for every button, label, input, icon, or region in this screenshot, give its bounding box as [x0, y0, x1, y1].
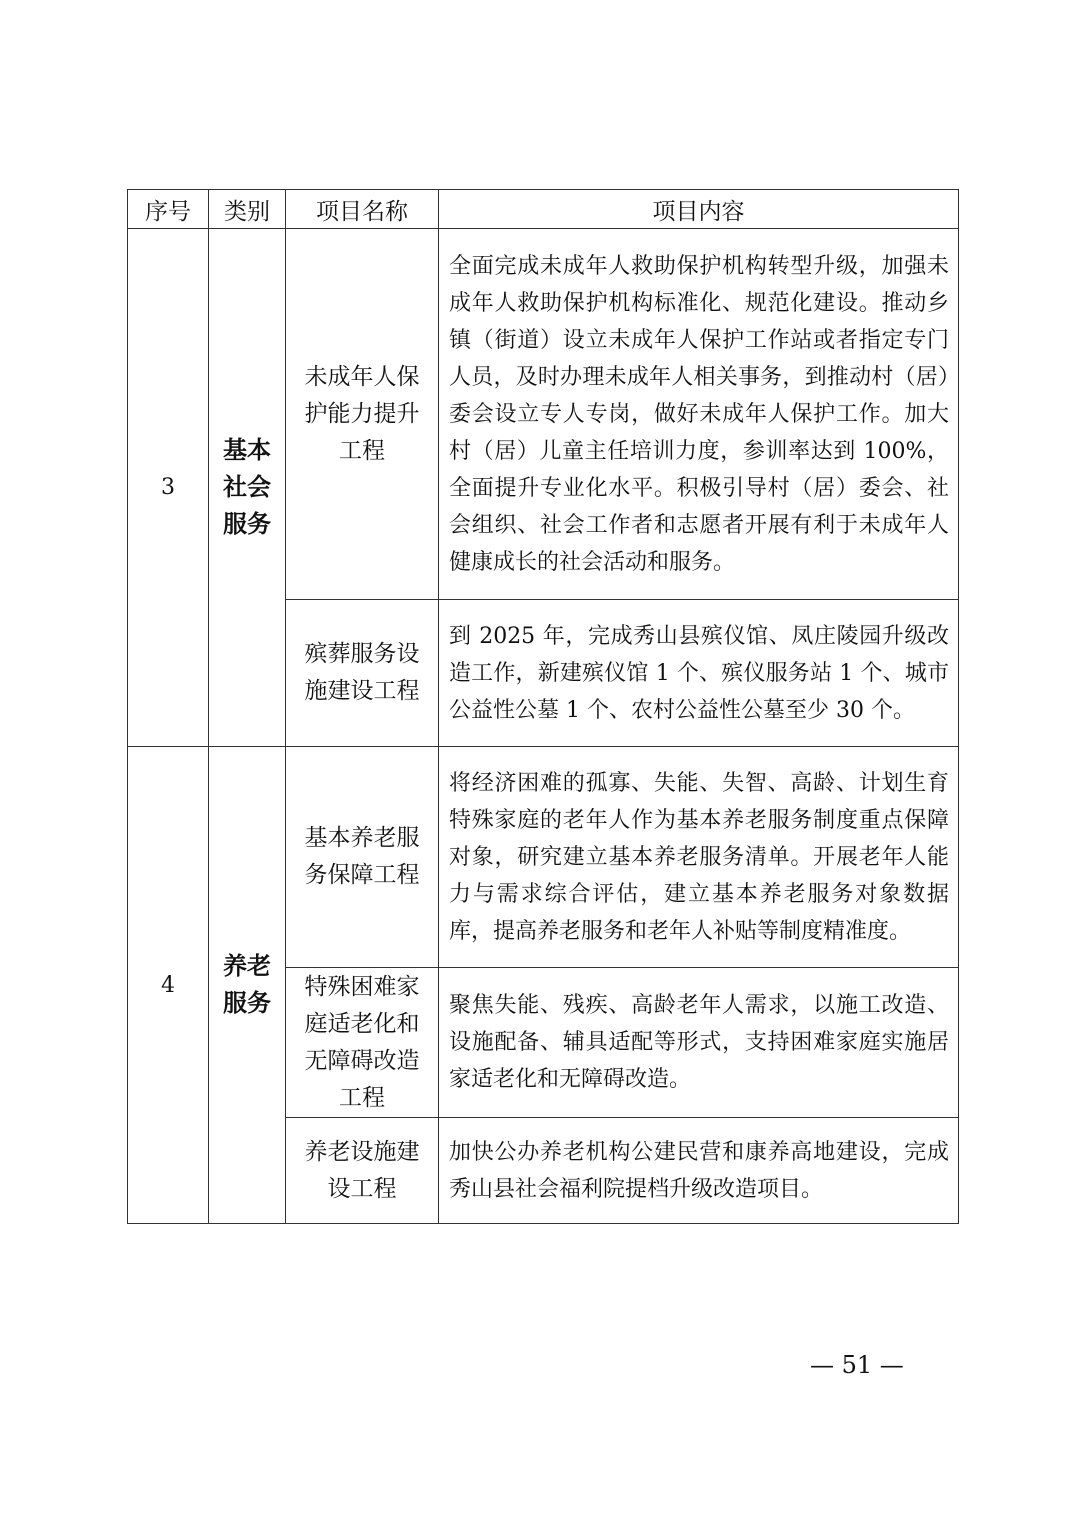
table-row [128, 229, 959, 600]
project-content-cell: 到 2025 年，完成秀山县殡仪馆、凤庄陵园升级改造工作，新建殡仪馆 1 个、殡仪服务站 1 个、城市公益性公墓 1 个、农村公益性公墓至少 30 个。 [439, 600, 959, 747]
header-category: 类别 [209, 190, 286, 229]
project-name-cell: 基本养老服务保障工程 [286, 747, 439, 968]
header-seq: 序号 [128, 190, 209, 229]
category-cell: 基本社会服务 [209, 229, 286, 747]
project-name-cell: 养老设施建设工程 [286, 1118, 439, 1224]
table-header-row [128, 190, 959, 229]
project-content-cell: 加快公办养老机构公建民营和康养高地建设，完成秀山县社会福利院提档升级改造项目。 [439, 1118, 959, 1224]
project-content-cell: 全面完成未成年人救助保护机构转型升级，加强未成年人救助保护机构标准化、规范化建设。推动乡镇（街道）设立未成年人保护工作站或者指定专门人员，及时办理未成年人相关事务，到推动村（居）委会设立专人专岗，做好未成年人保护工作。加大村（居）儿童主任培训力度，参训率达到 100%，全面提升专业化水平。积极引导村（居）委会、社会组织、社会工作者和志愿者开展有利于未成年人健康成长的社会活动和服务。 [439, 229, 959, 600]
header-name: 项目名称 [286, 190, 439, 229]
project-table-container [127, 189, 958, 1222]
page-number: — 51 — [810, 1351, 904, 1379]
table-row [128, 747, 959, 968]
project-name-cell: 殡葬服务设施建设工程 [286, 600, 439, 747]
header-content: 项目内容 [439, 190, 959, 229]
project-name-cell: 特殊困难家庭适老化和无障碍改造工程 [286, 968, 439, 1118]
project-content-cell: 聚焦失能、残疾、高龄老年人需求，以施工改造、设施配备、辅具适配等形式，支持困难家庭实施居家适老化和无障碍改造。 [439, 968, 959, 1118]
project-content-cell: 将经济困难的孤寡、失能、失智、高龄、计划生育特殊家庭的老年人作为基本养老服务制度重点保障对象，研究建立基本养老服务清单。开展老年人能力与需求综合评估，建立基本养老服务对象数据库，提高养老服务和老年人补贴等制度精准度。 [439, 747, 959, 968]
seq-cell: 4 [128, 747, 209, 1224]
project-table [127, 189, 959, 1224]
project-name-cell: 未成年人保护能力提升工程 [286, 229, 439, 600]
seq-cell: 3 [128, 229, 209, 747]
category-cell: 养老服务 [209, 747, 286, 1224]
